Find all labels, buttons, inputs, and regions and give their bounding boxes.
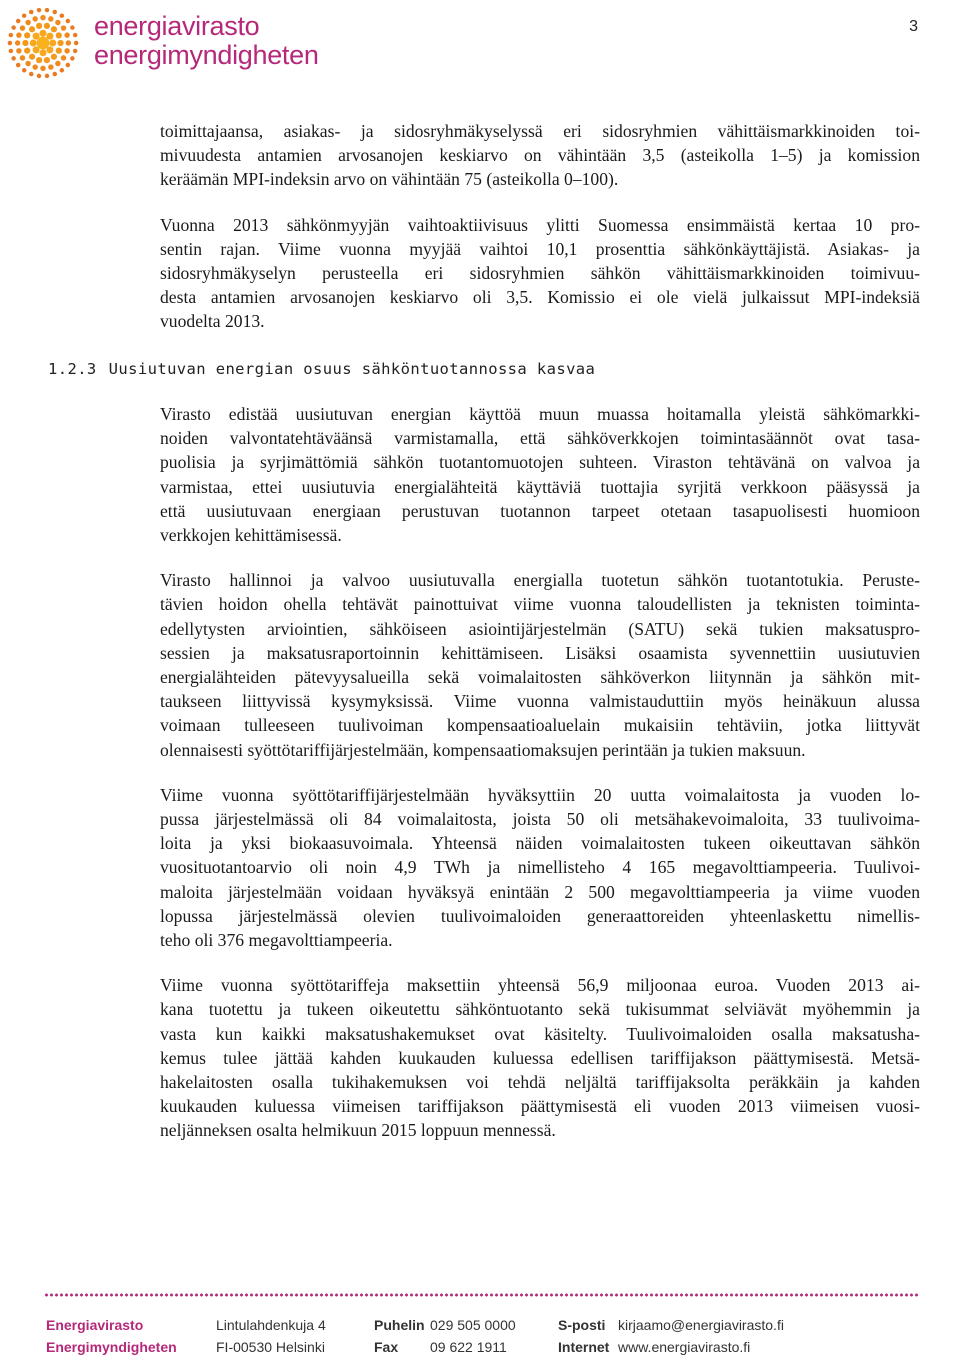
footer-postal: FI-00530 Helsinki xyxy=(216,1339,325,1355)
logo-dot xyxy=(22,40,28,46)
text-line: sessien ja maksatusraportoinnin kehittämiseen. Lisäksi osaamista syvennettiin uusiutuvien xyxy=(160,642,920,663)
logo-dot xyxy=(61,25,66,30)
text-line: Viime vuonna syöttötariffijärjestelmään hyväksyttiin 20 uutta voimalaitosta ja vuoden lo- xyxy=(160,784,920,805)
logo-dot xyxy=(70,25,74,29)
fax-number: 09 622 1911 xyxy=(430,1339,507,1355)
logo-dot xyxy=(20,55,25,60)
logo-dot xyxy=(36,57,42,63)
logo-dot xyxy=(8,41,12,45)
logo-dot xyxy=(56,32,62,38)
text-line: energialähteiden pätevyysalueilla sekä voimalaitosten sähköverkon liitynnän ja sähkön mit- xyxy=(160,667,920,688)
logo-dot xyxy=(49,39,56,46)
text-line: kemus tulee jättää kahden kuukauden kuluessa edellisen tariffijakson päättymisestä. Metsä- xyxy=(160,1047,920,1068)
logo-dot xyxy=(40,66,45,71)
logo-dot xyxy=(53,10,57,14)
logo-dot xyxy=(73,33,77,37)
logo-dot xyxy=(22,68,26,72)
text-line: Virasto edistää uusiutuvan energian käyttöä muun muassa hoitamalla yleistä sähkömarkki- xyxy=(160,404,920,424)
logo-dot xyxy=(25,61,30,66)
logo-dot xyxy=(22,13,26,17)
dotted-divider xyxy=(44,1292,920,1298)
logo-dot xyxy=(64,48,69,53)
logo-dot xyxy=(46,46,53,53)
logo-dot xyxy=(24,47,30,53)
logo-dot xyxy=(74,41,78,45)
logo-dot xyxy=(29,54,35,60)
logo-dot xyxy=(55,61,60,66)
text-line: varmistaa, ettei uusiutuvia energialähteitä käyttäviä tuottajia syrjitä verkkoon pääsyssä ja xyxy=(160,476,920,497)
paragraph xyxy=(160,402,920,547)
text-line: edellytysten arviointien, sähköiseen asiointijärjestelmän (SATU) sekä tukien maksatuspro- xyxy=(160,618,920,639)
text-line: vuodelta 2013. xyxy=(160,311,265,332)
logo-dot xyxy=(16,63,20,67)
page-header xyxy=(0,0,960,80)
logo-dot xyxy=(32,16,37,21)
logo-dot xyxy=(46,33,53,40)
paragraph xyxy=(160,119,920,192)
logo-dot xyxy=(9,33,13,37)
logo-dot xyxy=(39,30,46,37)
logo-line-fi: energiavirasto xyxy=(94,11,260,41)
logo-dot xyxy=(51,26,57,32)
logo-dot xyxy=(44,57,50,63)
section-number: 1.2.3 xyxy=(48,360,97,378)
logo-dot xyxy=(9,49,13,53)
text-line: sidosryhmäkyselyn perusteella eri sidosryhmien sähkön vähittäismarkkinoiden toimivuu- xyxy=(160,263,920,284)
text-line: Vuonna 2013 sähkönmyyjän vaihtoaktiivisuus ylitti Suomessa ensimmäistä kertaa 10 pro- xyxy=(160,214,920,235)
phone-label: Puhelin xyxy=(374,1317,425,1333)
email-link[interactable]: kirjaamo@energiavirasto.fi xyxy=(618,1317,784,1333)
logo-dot xyxy=(51,54,57,60)
text-line: mivuudesta antamien arvosanojen keskiarvo on vähintään 3,5 (asteikolla 1–5) ja komission xyxy=(160,145,920,166)
text-line: että uusiutuvaan energiaan perustuvan tuotannon tarpeet otetaan tasapuolisesti huomioon xyxy=(160,500,920,521)
text-line: voimaan tulleeseen tuulivoiman kompensaatioaluelain mukaisiin tehtäviin, jotka liittyvät xyxy=(160,715,920,736)
footer-org xyxy=(46,1314,177,1358)
logo-dot xyxy=(57,40,63,46)
logo-dot xyxy=(45,8,49,12)
page-footer xyxy=(0,1290,960,1360)
text-line: taukseen liittyvissä kysymyksissä. Viime vuonna valmistauduttiin myös heinäkuun alussa xyxy=(160,691,920,712)
logo-dot xyxy=(55,20,60,25)
text-line: desta antamien arvosanojen keskiarvo oli 3,5. Komissio ei ole vielä julkaissut MPI-indeksiä xyxy=(160,287,920,308)
logo-dot xyxy=(33,33,40,40)
logo-wordmark xyxy=(94,12,319,70)
text-line: olennaisesti syöttötariffijärjestelmään, kompensaatiomaksujen perintään ja tukien maksuun. xyxy=(160,739,806,760)
text-line: verkkojen kehittämisessä. xyxy=(160,525,342,546)
text-line: Viime vuonna syöttötariffeja maksettiin yhteensä 56,9 miljoonaa euroa. Vuoden 2013 ai- xyxy=(160,975,920,996)
web-label: Internet xyxy=(558,1339,610,1355)
logo-dot xyxy=(70,56,74,60)
logo-dot xyxy=(48,64,53,69)
text-line: teho oli 376 megavolttiampeeria. xyxy=(160,930,393,951)
logo-dot xyxy=(39,49,46,56)
footer-street: Lintulahdenkuja 4 xyxy=(216,1317,326,1333)
text-line: puolisia ja syrjimättömiä sähkön tuotantomuotojen suhteen. Viraston tehtävänä on valvoa ja xyxy=(160,452,920,473)
logo-dot xyxy=(36,23,42,29)
fax-label: Fax xyxy=(374,1339,399,1355)
logo-dot xyxy=(53,72,57,76)
logo-dot xyxy=(24,32,30,38)
text-line: lopussa järjestelmässä olevien tuulivoimaloiden generaattoreiden yhteenlaskettu nimellis- xyxy=(160,905,920,926)
logo-dot xyxy=(30,39,37,46)
logo-dot xyxy=(44,23,50,29)
logo-dot xyxy=(16,19,20,23)
text-line: pussa järjestelmässä oli 84 voimalaitosta, joista 50 oli metsähakevoimaloita, 33 tuulivoima- xyxy=(160,809,920,830)
text-line: Virasto hallinnoi ja valvoo uusiutuvalla energialla tuotetun sähkön tuotantotukia. Peruste- xyxy=(160,570,920,591)
logo-dot xyxy=(29,10,33,14)
text-line: keräämän MPI-indeksin arvo on vähintään 75 (asteikolla 0–100). xyxy=(160,169,619,190)
logo-dot xyxy=(37,74,41,78)
logo-dot xyxy=(32,64,37,69)
text-line: noiden valvontatehtäväänsä varmistamalla, että sähköverkkojen toimintasäännöt ovat tasa- xyxy=(160,428,920,449)
footer-org-fi: Energiavirasto xyxy=(46,1317,144,1333)
logo-dot xyxy=(16,48,21,53)
logo-dot xyxy=(64,32,69,37)
footer-org-sv: Energimyndigheten xyxy=(46,1339,177,1355)
text-line: neljänneksen osalta helmikuun 2015 loppuun mennessä. xyxy=(160,1120,556,1141)
paragraph xyxy=(160,568,920,762)
web-link[interactable]: www.energiavirasto.fi xyxy=(618,1339,751,1355)
document-body xyxy=(160,119,920,355)
page-number: 3 xyxy=(909,18,918,35)
logo-line-sv: energimyndigheten xyxy=(94,40,319,70)
text-line: vasta kun kaikki maksatushakemukset ovat käsitelty. Tuulivoimaloiden osalla maksatusha- xyxy=(160,1023,920,1044)
logo-dot xyxy=(66,40,71,45)
logo-dot xyxy=(60,13,64,17)
text-line: loita ja yksi biokaasuvoimala. Yhteensä näiden voimalaitosten tukeen oikeuttavan sähkön xyxy=(160,833,920,854)
footer-contact xyxy=(558,1314,784,1358)
logo-dot xyxy=(60,68,64,72)
logo-dot xyxy=(40,15,45,20)
logo-dot xyxy=(66,63,70,67)
logo-dot xyxy=(37,8,41,12)
logo-dot xyxy=(25,20,30,25)
paragraph xyxy=(160,783,920,952)
text-line: maloita järjestelmään voidaan hyväksyä enintään 2 500 megavolttiampeeria ja viime vuoden xyxy=(160,881,920,902)
section-body xyxy=(160,402,920,1164)
logo-dot xyxy=(73,49,77,53)
footer-phone xyxy=(374,1314,516,1358)
logo-dot xyxy=(15,40,20,45)
text-line: toimittajaansa, asiakas- ja sidosryhmäkyselyssä eri sidosryhmien vähittäismarkkinoiden toi- xyxy=(160,121,920,141)
logo-dot xyxy=(29,72,33,76)
logo-dot xyxy=(11,56,15,60)
logo-dot xyxy=(61,55,66,60)
paragraph xyxy=(160,973,920,1142)
logo-dot xyxy=(48,16,53,21)
email-label: S-posti xyxy=(558,1317,606,1333)
text-line: kana tuotettu ja tukeen oikeutettu sähköntuotanto sekä tukisummat selviävät myöhemmin ja xyxy=(160,999,920,1020)
footer-address xyxy=(216,1314,326,1358)
text-line: kuukauden kuluessa viimeisen tariffijakson päättymisestä eli vuoden 2013 viimeisen vuosi- xyxy=(160,1096,920,1117)
logo-dot xyxy=(11,25,15,29)
logo-dot xyxy=(20,25,25,30)
text-line: vuosituotantoarvio oli noin 4,9 TWh ja nimellisteho 4 165 megavolttiampeeria. Tuulivoi- xyxy=(160,857,920,878)
text-line: tävien hoidon ohella tehtävät painottuivat viime vuonna taloudellisten ja teknisten toiminta- xyxy=(160,594,920,615)
logo-dot xyxy=(56,47,62,53)
phone-number: 029 505 0000 xyxy=(430,1317,516,1333)
sun-logo-icon xyxy=(4,4,82,82)
logo-dot xyxy=(66,19,70,23)
text-line: sentin rajan. Viime vuonna myyjää vaihtoi 10,1 prosenttia sähkönkäyttäjistä. Asiakas- ja xyxy=(160,238,920,259)
section-heading xyxy=(48,360,595,378)
logo-dot xyxy=(16,32,21,37)
logo-dot xyxy=(45,74,49,78)
logo-dot xyxy=(33,46,40,53)
logo-dot xyxy=(29,26,35,32)
paragraph xyxy=(160,213,920,334)
text-line: hakelaitosten osalla tukihakemuksen voi tehdä neljältä tariffijaksolta peräkkäin ja kahden xyxy=(160,1072,920,1093)
section-title: Uusiutuvan energian osuus sähköntuotannossa kasvaa xyxy=(108,360,596,378)
